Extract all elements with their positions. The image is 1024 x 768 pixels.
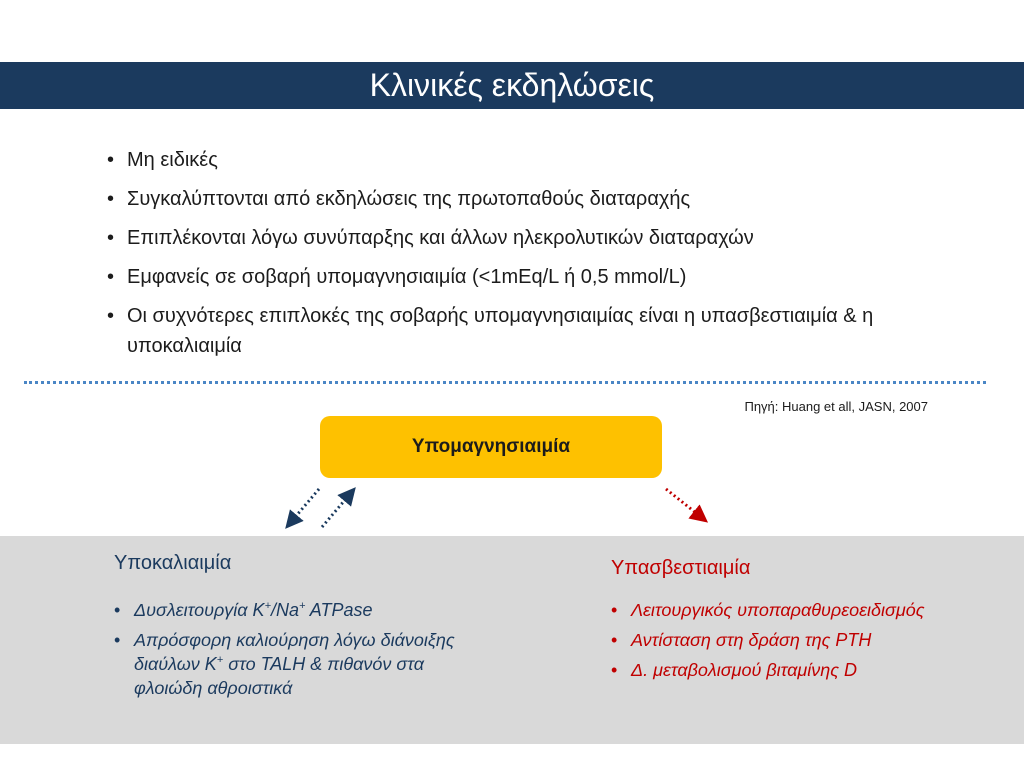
slide-title: Κλινικές εκδηλώσεις	[369, 67, 655, 103]
dotted-divider	[24, 381, 986, 384]
list-item	[112, 628, 482, 700]
bullet-item: • Οι συχνότερες επιπλοκές της σοβαρής υπομαγνησιαιμίας είναι η υπασβεστιαιμία & η υποκαλιαιμία	[105, 301, 965, 361]
hypokalemia-list	[112, 598, 482, 706]
list-item: • Λειτουργικός υποπαραθυρεοειδισμός	[609, 598, 949, 622]
superscript: +	[299, 600, 306, 612]
hypomagnesemia-label: Υπομαγνησιαιμία	[411, 436, 571, 457]
list-item: • Αντίσταση στη δράση της PTH	[609, 628, 949, 652]
hypokalemia-heading: Υποκαλιαιμία	[114, 552, 232, 574]
bullet-item: • Μη ειδικές	[105, 145, 965, 175]
list-item: • Δ. μεταβολισμού βιταμίνης D	[609, 658, 949, 682]
item-text: Δυσλειτουργία K	[134, 600, 265, 620]
item-text: στο TALH & πιθανόν στα φλοιώδη αθροιστικά	[134, 654, 424, 698]
hypomagnesemia-box	[320, 416, 662, 478]
bullet-item: • Συγκαλύπτονται από εκδηλώσεις της πρωτοπαθούς διαταραχής	[105, 184, 965, 214]
arrow-down-left-icon	[291, 489, 319, 522]
superscript: +	[264, 600, 271, 612]
source-citation: Πηγή: Huang et all, JASN, 2007	[744, 399, 928, 414]
bullet-item: • Επιπλέκονται λόγω συνύπαρξης και άλλων ηλεκρολυτικών διαταραχών	[105, 223, 965, 253]
hypocalcemia-heading: Υπασβεστιαιμία	[611, 557, 751, 579]
title-bar	[0, 62, 1024, 109]
arrow-down-right-icon	[666, 489, 701, 517]
item-text: /Na	[271, 600, 300, 620]
list-item	[112, 598, 482, 622]
superscript: +	[216, 654, 224, 666]
hypocalcemia-list	[609, 598, 949, 688]
item-text: ATPase	[305, 600, 373, 620]
main-bullet-list	[105, 145, 965, 370]
arrow-up-right-icon	[322, 494, 350, 527]
bullet-item: • Εμφανείς σε σοβαρή υπομαγνησιαιμία (<1mEq/L ή 0,5 mmol/L)	[105, 262, 965, 292]
item-text: Απρόσφορη καλιούρηση λόγω διάνοιξης διαύλων K	[134, 630, 455, 674]
